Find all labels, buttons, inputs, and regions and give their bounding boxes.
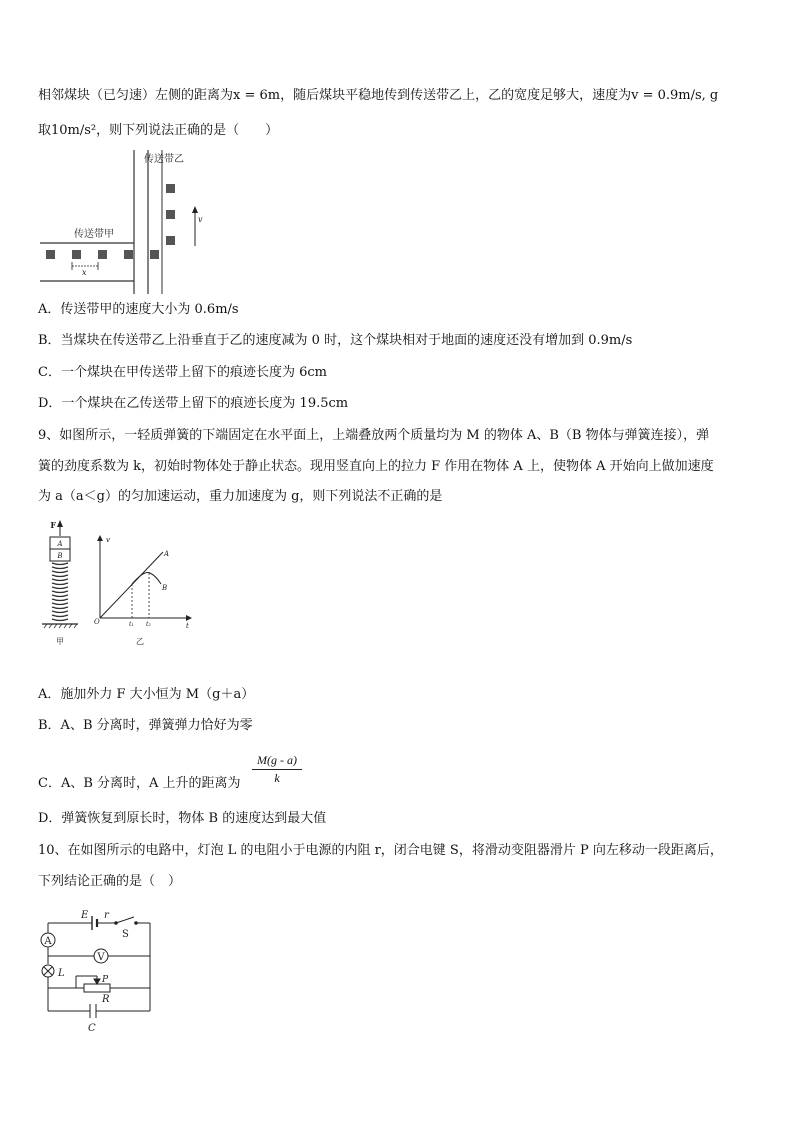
coal-block	[166, 184, 175, 193]
svg-text:A: A	[44, 936, 52, 947]
svg-text:A: A	[164, 550, 170, 558]
q9-stem-line1: 9、如图所示，一轻质弹簧的下端固定在水平面上，上端叠放两个质量均为 M 的物体 A、B（B 物体与弹簧连接），弹	[38, 428, 710, 443]
svg-text:A: A	[57, 540, 63, 548]
coal-block	[166, 236, 175, 245]
q9-spring-figure	[36, 518, 196, 648]
q9-stem-line3: 为 a（a＜g）的匀加速运动，重力加速度为 g，则下列说法不正确的是	[38, 489, 443, 504]
q8-conveyor-figure	[38, 146, 208, 294]
q8-option-d: D．一个煤块在乙传送带上留下的痕迹长度为 19.5cm	[38, 396, 349, 411]
v-label: v	[198, 215, 203, 224]
svg-text:O: O	[94, 618, 100, 626]
coal-block	[124, 250, 133, 259]
rheostat	[84, 984, 110, 992]
svg-text:E: E	[81, 910, 89, 921]
coal-block	[46, 250, 55, 259]
q9-stem-line2: 簧的劲度系数为 k，初始时物体处于静止状态。现用竖直向上的拉力 F 作用在物体 A 上，使物体 A 开始向上做加速度	[38, 459, 714, 474]
svg-text:P: P	[102, 975, 109, 985]
svg-text:t₁: t₁	[129, 621, 134, 628]
svg-text:B: B	[162, 584, 168, 592]
q8-option-b: B．当煤块在传送带乙上沿垂直于乙的速度减为 0 时，这个煤块相对于地面的速度还没有增加到 0.9m/s	[38, 333, 633, 348]
curve-a	[100, 552, 163, 618]
belt-b-label: 传送带乙	[144, 154, 184, 165]
svg-text:甲: 甲	[56, 637, 64, 646]
q9-option-d: D．弹簧恢复到原长时，物体 B 的速度达到最大值	[38, 811, 327, 826]
svg-text:L: L	[58, 968, 65, 979]
curve-b	[132, 572, 161, 584]
fraction-numerator: M(g - a)	[252, 752, 302, 770]
q10-stem-line2: 下列结论正确的是（ ）	[38, 874, 182, 889]
svg-text:S: S	[122, 929, 129, 940]
q8-intro-line2: 取10m/s²，则下列说法正确的是（ ）	[38, 123, 279, 138]
q9-option-a: A．施加外力 F 大小恒为 M（g＋a）	[38, 687, 255, 702]
fraction-denominator: k	[274, 771, 280, 785]
svg-text:乙: 乙	[136, 637, 144, 646]
q8-option-a: A．传送带甲的速度大小为 0.6m/s	[38, 302, 239, 317]
coal-block	[98, 250, 107, 259]
belt-a-label: 传送带甲	[74, 229, 114, 240]
q9-option-b: B．A、B 分离时，弹簧弹力恰好为零	[38, 718, 253, 733]
q10-stem-line1: 10、在如图所示的电路中，灯泡 L 的电阻小于电源的内阻 r，闭合电键 S，将滑动变阻器滑片 P 向左移动一段距离后，	[38, 843, 723, 858]
q9-option-c: C．A、B 分离时，A 上升的距离为	[38, 776, 241, 791]
q9-option-c-fraction	[252, 752, 302, 786]
coal-block	[150, 250, 159, 259]
svg-text:t: t	[186, 622, 189, 630]
coal-block	[166, 210, 175, 219]
svg-text:t₂: t₂	[146, 621, 151, 628]
coal-block	[72, 250, 81, 259]
svg-text:C: C	[88, 1023, 96, 1034]
q8-option-c: C．一个煤块在甲传送带上留下的痕迹长度为 6cm	[38, 365, 327, 380]
svg-text:V: V	[97, 952, 105, 963]
force-label: F	[50, 520, 56, 530]
svg-text:R: R	[102, 994, 110, 1005]
svg-text:v: v	[106, 536, 110, 544]
spring	[52, 563, 68, 621]
x-label: x	[82, 268, 87, 277]
svg-text:B: B	[57, 552, 63, 560]
svg-text:r: r	[104, 910, 109, 921]
q8-intro-line1: 相邻煤块（已匀速）左侧的距离为x = 6m，随后煤块平稳地传到传送带乙上，乙的宽度足够大，速度为v = 0.9m/s, g	[38, 88, 719, 103]
q10-circuit-figure	[36, 905, 158, 1035]
